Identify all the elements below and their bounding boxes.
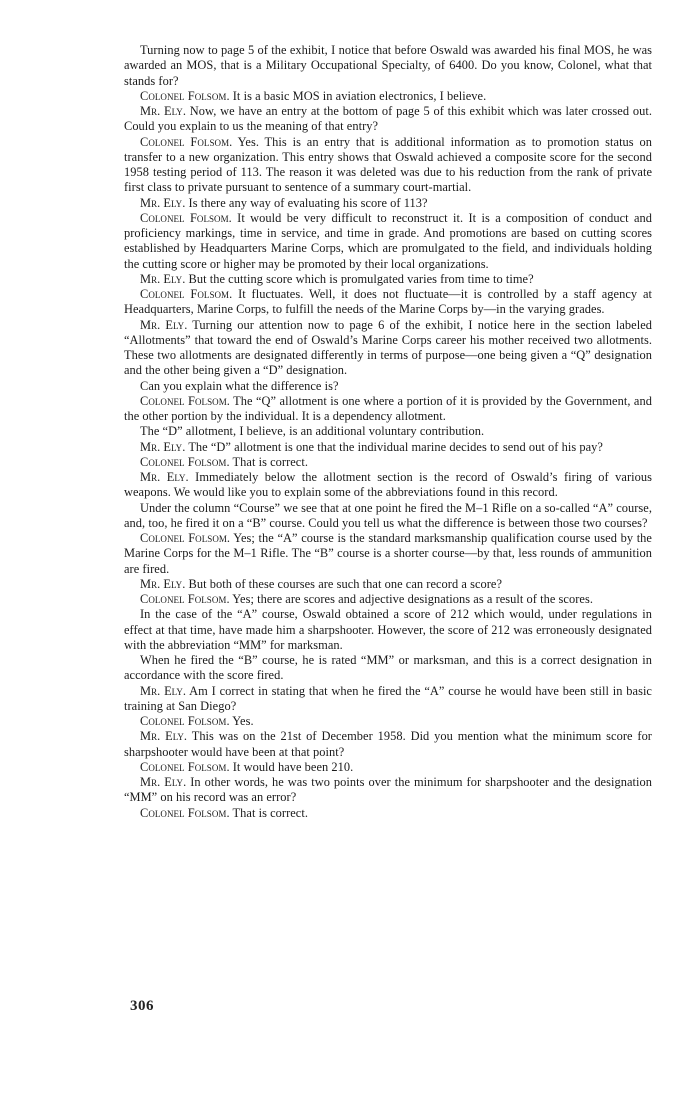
paragraph-3: Mr. Ely. Now, we have an entry at the bottom of page 5 of this exhibit which was later crossed out. Could you explain to us the meaning of that entry?: [124, 104, 652, 134]
speaker-name: Mr. Ely.: [140, 576, 186, 591]
paragraph-20: In the case of the “A” course, Oswald obtained a score of 212 which would, under regulations in effect at that time, have made him a sharpshooter. However, the score of 212 was erroneously designated with the abbreviation “MM” for marksman.: [124, 607, 652, 652]
paragraph-7: Mr. Ely. But the cutting score which is promulgated varies from time to time?: [140, 271, 534, 286]
speaker-name: Mr. Ely.: [140, 104, 186, 118]
paragraph-8: Colonel Folsom. It fluctuates. Well, it does not fluctuate—it is controlled by a staff agency at Headquarters, Marine Corps, to fulfill the needs of the Marine Corps by—in the varying grades.: [124, 287, 652, 317]
speaker-name: Colonel Folsom.: [140, 210, 232, 225]
speaker-name: Colonel Folsom.: [140, 805, 230, 820]
paragraph-19: Colonel Folsom. Yes; there are scores and adjective designations as a result of the scores.: [140, 592, 593, 606]
document-body: [124, 43, 652, 821]
paragraph-15: Mr. Ely. Immediately below the allotment section is the record of Oswald’s firing of various weapons. We would like you to explain some of the abbreviations found in this record.: [124, 470, 652, 500]
paragraph-17: Colonel Folsom. Yes; the “A” course is the standard marksmanship qualification course used by the Marine Corps for the M–1 Rifle. The “B” course is a shorter course—by that, less rounds of ammunition are fired.: [124, 531, 652, 576]
paragraph-1: Turning now to page 5 of the exhibit, I notice that before Oswald was awarded his final MOS, he was awarded an MOS, that is a Military Occupational Specialty, of 6400. Do you know, Colonel, what that stands for?: [124, 43, 652, 88]
paragraph-21: When he fired the “B” course, he is rated “MM” or marksman, and this is a correct designation in accordance with the score fired.: [124, 653, 652, 683]
page-number: 306: [130, 998, 154, 1014]
speaker-name: Mr. Ely.: [140, 729, 188, 744]
speaker-name: Mr. Ely.: [140, 317, 188, 332]
paragraph-26: Mr. Ely. In other words, he was two points over the minimum for sharpshooter and the designation “MM” on his record was an error?: [124, 775, 652, 805]
paragraph-25: Colonel Folsom. It would have been 210.: [140, 759, 354, 774]
paragraph-22: Mr. Ely. Am I correct in stating that when he fired the “A” course he would have been still in basic training at San Diego?: [124, 683, 652, 713]
speaker-name: Mr. Ely.: [140, 470, 189, 484]
paragraph-5: Mr. Ely. Is there any way of evaluating his score of 113?: [140, 195, 428, 210]
paragraph-14: Colonel Folsom. That is correct.: [140, 454, 308, 469]
speaker-name: Colonel Folsom.: [140, 454, 230, 469]
paragraph-9: Mr. Ely. Turning our attention now to page 6 of the exhibit, I notice here in the section labeled “Allotments” that toward the end of Oswald’s Marine Corps career his mother received two allotments. These two allotments are designated differently in terms of purpose—one being given a “Q” designation and the other being given a “D” designation.: [124, 317, 652, 378]
speaker-name: Colonel Folsom.: [140, 393, 230, 408]
paragraph-11: Colonel Folsom. The “Q” allotment is one where a portion of it is provided by the Government, and the other portion by the individual. It is a dependency allotment.: [124, 393, 652, 423]
speaker-name: Colonel Folsom.: [140, 531, 231, 545]
speaker-name: Colonel Folsom.: [140, 592, 230, 606]
speaker-name: Mr. Ely.: [140, 271, 186, 286]
paragraph-6: Colonel Folsom. It would be very difficult to reconstruct it. It is a composition of conduct and proficiency markings, time in service, and time in grade. And promotions are based on cutting scores established by Headquarters Marine Corps, which are promulgated to the field, and individuals holding the cutting score or higher may be promoted by their local organizations.: [124, 210, 652, 271]
paragraph-4: Colonel Folsom. Yes. This is an entry that is additional information as to promotion status on transfer to a new organization. This entry shows that Oswald achieved a composite score for the second 1958 testing period of 113. The reason it was deleted was due to his reduction from the rank of private first class to private pursuant to sentence of a summary court-martial.: [124, 134, 652, 195]
paragraph-13: Mr. Ely. The “D” allotment is one that the individual marine decides to send out of his pay?: [140, 439, 603, 454]
speaker-name: Colonel Folsom.: [140, 134, 233, 149]
speaker-name: Colonel Folsom.: [140, 287, 233, 301]
speaker-name: Colonel Folsom.: [140, 714, 230, 728]
speaker-name: Mr. Ely.: [140, 683, 187, 698]
paragraph-2: Colonel Folsom. It is a basic MOS in aviation electronics, I believe.: [140, 88, 487, 103]
speaker-name: Colonel Folsom.: [140, 88, 230, 103]
paragraph-10: Can you explain what the difference is?: [140, 378, 339, 393]
paragraph-27: Colonel Folsom. That is correct.: [140, 805, 308, 820]
speaker-name: Mr. Ely.: [140, 195, 186, 210]
speaker-name: Mr. Ely.: [140, 775, 187, 789]
paragraph-23: Colonel Folsom. Yes.: [140, 714, 254, 728]
paragraph-24: Mr. Ely. This was on the 21st of December 1958. Did you mention what the minimum score for sharpshooter would have been at that point?: [124, 729, 652, 759]
speaker-name: Colonel Folsom.: [140, 759, 230, 774]
speaker-name: Mr. Ely.: [140, 439, 186, 454]
paragraph-12: The “D” allotment, I believe, is an additional voluntary contribution.: [140, 424, 485, 439]
paragraph-18: Mr. Ely. But both of these courses are such that one can record a score?: [140, 576, 503, 591]
paragraph-16: Under the column “Course” we see that at one point he fired the M–1 Rifle on a so-called “A” course, and, too, he fired it on a “B” course. Could you tell us what the difference is between those two courses?: [124, 500, 652, 530]
